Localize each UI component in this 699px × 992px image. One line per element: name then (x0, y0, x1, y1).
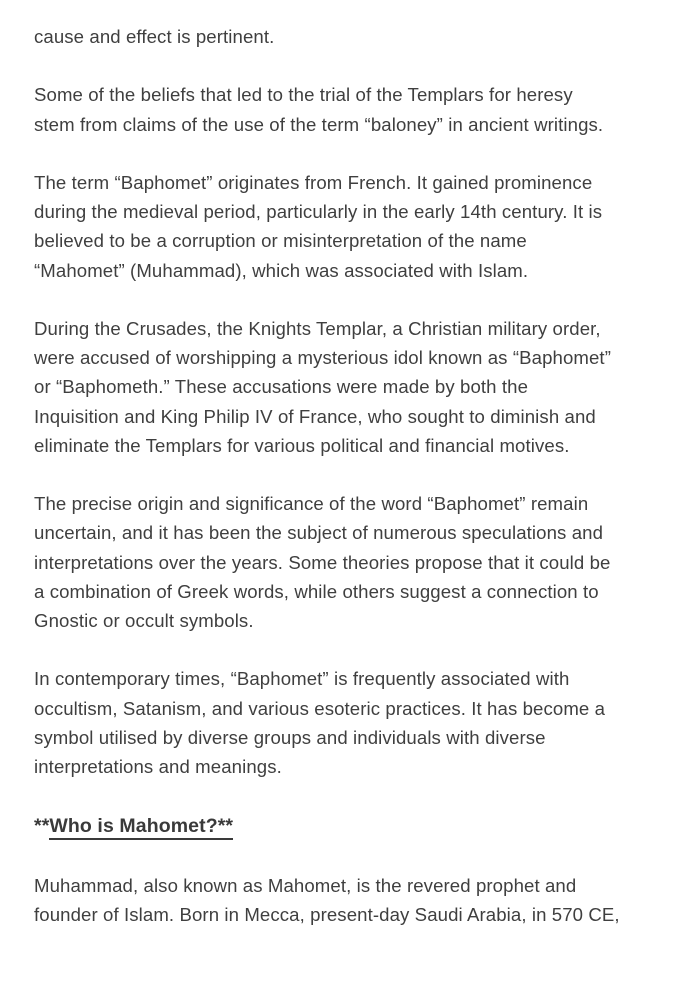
text-line: symbol utilised by diverse groups and individuals with diverse (34, 726, 546, 748)
text-line: “Mahomet” (Muhammad), which was associated with Islam. (34, 259, 529, 281)
text-line: The term “Baphomet” originates from French. It gained prominence (34, 171, 593, 193)
text-line: during the medieval period, particularly in the early 14th century. It is (34, 201, 603, 223)
paragraph-contemporary (34, 664, 674, 781)
text-line: Gnostic or occult symbols. (34, 610, 254, 631)
paragraph-muhammad (34, 871, 674, 929)
text-line: founder of Islam. Born in Mecca, present-day Saudi Arabia, in 570 CE, (34, 903, 620, 925)
paragraph-crusades (34, 314, 674, 460)
text-line: a combination of Greek words, while others suggest a connection to (34, 580, 599, 602)
text-line: cause and effect is pertinent. (34, 26, 275, 47)
text-line: Muhammad, also known as Mahomet, is the revered prophet and (34, 874, 577, 896)
text-line: During the Crusades, the Knights Templar, a Christian military order, (34, 317, 601, 339)
heading-prefix: ** (34, 815, 50, 838)
text-line: interpretations over the years. Some theories propose that it could be (34, 551, 611, 573)
text-line: The precise origin and significance of the word “Baphomet” remain (34, 493, 589, 515)
paragraph-templar-beliefs (34, 80, 674, 138)
text-line: believed to be a corruption or misinterpretation of the name (34, 230, 527, 252)
text-line: were accused of worshipping a mysterious idol known as “Baphomet” (34, 347, 611, 369)
text-line: Inquisition and King Philip IV of France, who sought to diminish and (34, 405, 596, 427)
paragraph-baphomet-origin (34, 168, 674, 285)
document-body (34, 22, 674, 958)
text-line: eliminate the Templars for various political and financial motives. (34, 434, 570, 456)
text-line: uncertain, and it has been the subject of numerous speculations and (34, 522, 604, 544)
text-line: or “Baphometh.” These accusations were made by both the (34, 376, 529, 398)
text-line: In contemporary times, “Baphomet” is frequently associated with (34, 668, 570, 690)
heading-link[interactable]: Who is Mahomet?** (49, 815, 233, 840)
text-line: stem from claims of the use of the term “baloney” in ancient writings. (34, 113, 604, 135)
text-line: interpretations and meanings. (34, 756, 282, 777)
text-line: Some of the beliefs that led to the trial of the Templars for heresy (34, 84, 573, 106)
section-heading (34, 810, 674, 841)
paragraph-precise-origin (34, 489, 674, 635)
text-line: occultism, Satanism, and various esoteric practices. It has become a (34, 697, 606, 719)
paragraph-cause-effect (34, 22, 674, 51)
